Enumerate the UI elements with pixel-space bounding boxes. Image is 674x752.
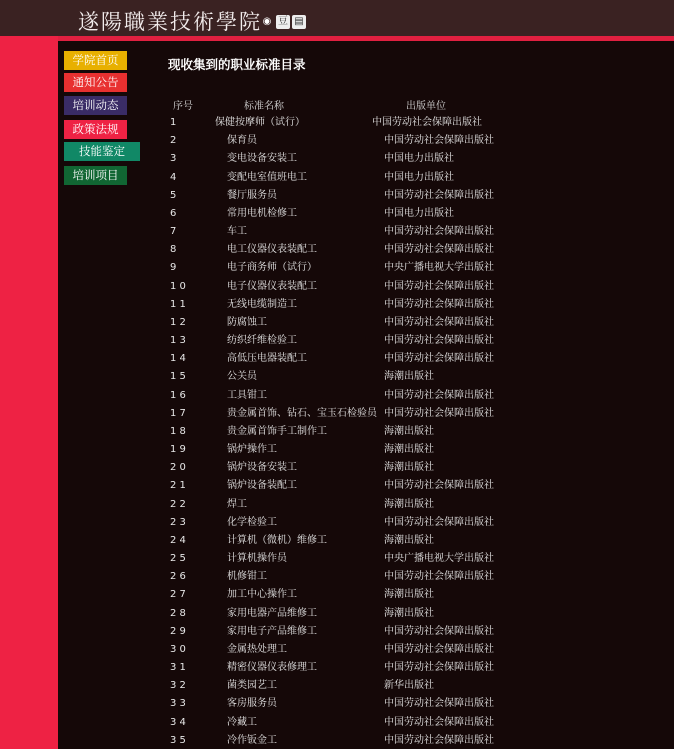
row-publisher: 中国劳动社会保障出版社 — [384, 643, 494, 655]
table-row — [58, 643, 674, 661]
table-row — [58, 225, 674, 243]
row-number: 4 — [170, 171, 177, 183]
row-number: 2 8 — [170, 607, 186, 619]
table-row — [58, 425, 674, 443]
table-row — [58, 243, 674, 261]
row-number: 1 1 — [170, 298, 186, 310]
row-publisher: 海潮出版社 — [384, 498, 434, 510]
nav-item[interactable]: 通知公告 — [64, 73, 127, 92]
row-publisher: 中央广播电视大学出版社 — [384, 262, 494, 274]
row-publisher: 中国劳动社会保障出版社 — [384, 189, 494, 201]
row-number: 1 3 — [170, 335, 186, 347]
table-row — [58, 370, 674, 388]
row-publisher: 中国劳动社会保障出版社 — [384, 516, 494, 528]
row-number: 2 — [170, 135, 177, 147]
table-row — [58, 280, 674, 298]
table-row — [58, 189, 674, 207]
row-publisher: 中国电力出版社 — [384, 171, 454, 183]
row-standard-name: 电子商务师（试行） — [227, 262, 317, 274]
content-panel — [58, 41, 674, 749]
row-number: 2 2 — [170, 498, 186, 510]
table-row — [58, 316, 674, 334]
table-row — [58, 207, 674, 225]
row-number: 1 0 — [170, 280, 186, 292]
row-publisher: 中国劳动社会保障出版社 — [384, 698, 494, 710]
row-publisher: 海潮出版社 — [384, 534, 434, 546]
row-standard-name: 焊工 — [227, 498, 247, 510]
row-publisher: 海潮出版社 — [384, 589, 434, 601]
row-publisher: 海潮出版社 — [384, 607, 434, 619]
row-standard-name: 常用电机检修工 — [227, 207, 297, 219]
table-row — [58, 116, 674, 134]
row-number: 3 — [170, 153, 177, 165]
row-publisher: 中国电力出版社 — [384, 153, 454, 165]
row-standard-name: 计算机（微机）维修工 — [227, 534, 327, 546]
row-publisher: 中国劳动社会保障出版社 — [384, 407, 494, 419]
row-standard-name: 加工中心操作工 — [227, 589, 297, 601]
row-number: 3 0 — [170, 643, 186, 655]
weibo-icon[interactable]: ◉ — [262, 16, 272, 27]
row-standard-name: 变配电室值班电工 — [227, 171, 307, 183]
row-publisher: 中国劳动社会保障出版社 — [384, 571, 494, 583]
row-publisher: 海潮出版社 — [384, 371, 434, 383]
table-row — [58, 570, 674, 588]
table-row — [58, 697, 674, 715]
row-standard-name: 家用电器产品维修工 — [227, 607, 317, 619]
row-publisher: 中国劳动社会保障出版社 — [384, 316, 494, 328]
row-standard-name: 电子仪器仪表装配工 — [227, 280, 317, 292]
table-row — [58, 734, 674, 752]
row-number: 2 3 — [170, 516, 186, 528]
row-standard-name: 金属热处理工 — [227, 643, 287, 655]
row-publisher: 中国劳动社会保障出版社 — [384, 280, 494, 292]
row-number: 3 1 — [170, 662, 186, 674]
table-row — [58, 716, 674, 734]
row-number: 6 — [170, 207, 177, 219]
row-publisher: 海潮出版社 — [384, 425, 434, 437]
row-number: 2 6 — [170, 571, 186, 583]
row-standard-name: 工具钳工 — [227, 389, 267, 401]
row-publisher: 中国劳动社会保障出版社 — [384, 480, 494, 492]
row-standard-name: 保健按摩师（试行） — [215, 117, 305, 128]
row-standard-name: 变电设备安装工 — [227, 153, 297, 165]
row-number: 9 — [170, 262, 177, 274]
table-row — [58, 334, 674, 352]
row-publisher: 中国劳动社会保障出版社 — [384, 298, 494, 310]
row-number: 3 3 — [170, 698, 186, 710]
row-publisher: 中国劳动社会保障出版社 — [384, 135, 494, 147]
row-number: 1 7 — [170, 407, 186, 419]
row-publisher: 中国劳动社会保障出版社 — [384, 716, 494, 728]
table-row — [58, 516, 674, 534]
table-row — [58, 461, 674, 479]
table-row — [58, 679, 674, 697]
row-publisher: 中国劳动社会保障出版社 — [384, 625, 494, 637]
row-publisher: 中国劳动社会保障出版社 — [372, 117, 482, 128]
douban-icon[interactable]: 豆 — [278, 16, 288, 27]
row-publisher: 海潮出版社 — [384, 444, 434, 456]
table-row — [58, 134, 674, 152]
row-number: 2 4 — [170, 534, 186, 546]
row-number: 1 5 — [170, 371, 186, 383]
table-row — [58, 479, 674, 497]
row-number: 2 9 — [170, 625, 186, 637]
table-row — [58, 443, 674, 461]
left-margin — [0, 36, 58, 749]
row-standard-name: 机修钳工 — [227, 571, 267, 583]
row-standard-name: 客房服务员 — [227, 698, 277, 710]
row-standard-name: 锅炉设备装配工 — [227, 480, 297, 492]
row-standard-name: 公关员 — [227, 371, 257, 383]
row-standard-name: 餐厅服务员 — [227, 189, 277, 201]
row-number: 1 6 — [170, 389, 186, 401]
row-standard-name: 防腐蚀工 — [227, 316, 267, 328]
row-standard-name: 高低压电器装配工 — [227, 353, 307, 365]
row-standard-name: 电工仪器仪表装配工 — [227, 244, 317, 256]
row-publisher: 中央广播电视大学出版社 — [384, 553, 494, 565]
table-row — [58, 588, 674, 606]
row-publisher: 海潮出版社 — [384, 462, 434, 474]
row-publisher: 中国劳动社会保障出版社 — [384, 734, 494, 746]
table-row — [58, 171, 674, 189]
row-number: 5 — [170, 189, 177, 201]
row-standard-name: 家用电子产品维修工 — [227, 625, 317, 637]
table-row — [58, 661, 674, 679]
row-publisher: 中国劳动社会保障出版社 — [384, 244, 494, 256]
row-number: 2 7 — [170, 589, 186, 601]
page-title: 现收集到的职业标准目录 — [168, 57, 306, 72]
table-row — [58, 352, 674, 370]
nav-item[interactable]: 培训动态 — [64, 96, 127, 115]
row-standard-name: 锅炉设备安装工 — [227, 462, 297, 474]
row-standard-name: 锅炉操作工 — [227, 444, 277, 456]
row-publisher: 中国劳动社会保障出版社 — [384, 389, 494, 401]
row-standard-name: 贵金属首饰手工制作工 — [227, 425, 327, 437]
row-publisher: 中国劳动社会保障出版社 — [384, 335, 494, 347]
site-header — [0, 0, 674, 36]
row-number: 1 8 — [170, 425, 186, 437]
row-publisher: 中国劳动社会保障出版社 — [384, 662, 494, 674]
nav-item[interactable]: 培训项目 — [64, 166, 127, 185]
row-number: 8 — [170, 244, 177, 256]
nav-item[interactable]: 学院首页 — [64, 51, 127, 70]
row-number: 3 5 — [170, 734, 186, 746]
social-links — [260, 14, 306, 30]
table-row — [58, 607, 674, 625]
row-number: 1 2 — [170, 316, 186, 328]
row-standard-name: 化学检验工 — [227, 516, 277, 528]
nav-item[interactable]: 政策法规 — [64, 120, 127, 139]
doc-icon[interactable]: ▤ — [292, 15, 306, 29]
table-row — [58, 498, 674, 516]
table-row — [58, 625, 674, 643]
row-number: 2 0 — [170, 462, 186, 474]
row-number: 3 4 — [170, 716, 186, 728]
row-standard-name: 菌类园艺工 — [227, 680, 277, 692]
row-standard-name: 贵金属首饰、钻石、宝玉石检验员 — [227, 407, 377, 419]
row-standard-name: 保育员 — [227, 135, 257, 147]
row-number: 1 4 — [170, 353, 186, 365]
table-row — [58, 389, 674, 407]
row-number: 7 — [170, 226, 177, 238]
row-standard-name: 精密仪器仪表修理工 — [227, 662, 317, 674]
row-number: 1 — [170, 117, 177, 128]
table-row — [58, 261, 674, 279]
row-standard-name: 纺织纤维检验工 — [227, 335, 297, 347]
row-publisher: 新华出版社 — [384, 680, 434, 692]
row-publisher: 中国劳动社会保障出版社 — [384, 226, 494, 238]
site-title: 遂陽職業技術學院 — [78, 10, 262, 34]
nav-item[interactable]: 技能鉴定 — [64, 142, 140, 161]
row-standard-name: 计算机操作员 — [227, 553, 287, 565]
table-row — [58, 552, 674, 570]
row-standard-name: 无线电缆制造工 — [227, 298, 297, 310]
row-standard-name: 冷藏工 — [227, 716, 257, 728]
column-header-publisher: 出版单位 — [406, 101, 446, 112]
table-row — [58, 152, 674, 170]
column-header-name: 标准名称 — [244, 101, 284, 112]
table-row — [58, 298, 674, 316]
row-standard-name: 车工 — [227, 226, 247, 238]
column-header-num: 序号 — [173, 101, 193, 112]
table-row — [58, 534, 674, 552]
row-number: 2 5 — [170, 553, 186, 565]
row-publisher: 中国电力出版社 — [384, 207, 454, 219]
row-number: 1 9 — [170, 444, 186, 456]
row-publisher: 中国劳动社会保障出版社 — [384, 353, 494, 365]
row-number: 2 1 — [170, 480, 186, 492]
row-number: 3 2 — [170, 680, 186, 692]
table-row — [58, 407, 674, 425]
row-standard-name: 冷作钣金工 — [227, 734, 277, 746]
